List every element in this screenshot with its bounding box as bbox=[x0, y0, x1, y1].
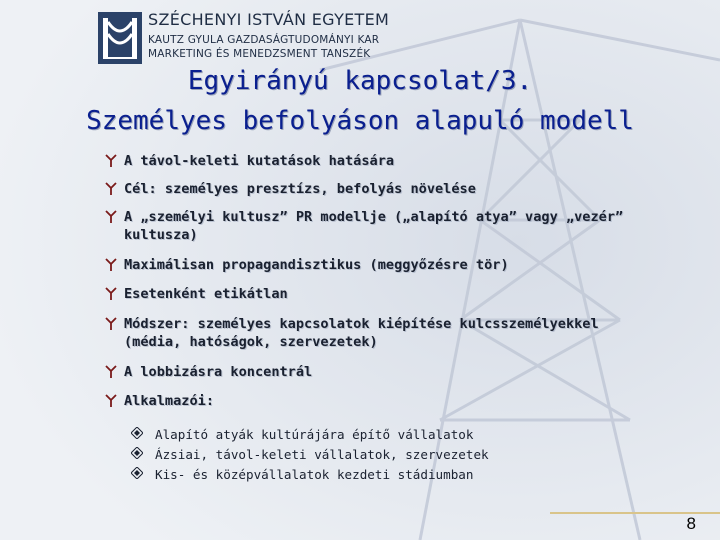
page-number: 8 bbox=[686, 514, 696, 533]
arrow-bullet-icon bbox=[104, 180, 118, 196]
sub-bullet-item: Ázsiai, távol-keleti vállalatok, szervezetek bbox=[131, 444, 489, 464]
bullet-item: Maximálisan propagandisztikus (meggyőzésre tör) bbox=[104, 256, 704, 274]
bullet-item: A „személyi kultusz” PR modellje („alapító atya” vagy „vezér” kultusza) bbox=[104, 208, 704, 244]
sub-bullet-item: Alapító atyák kultúrájára építő vállalatok bbox=[131, 424, 489, 444]
bullet-item: A lobbizásra koncentrál bbox=[104, 363, 704, 381]
department-name: MARKETING ÉS MENEDZSMENT TANSZÉK bbox=[148, 48, 371, 60]
bullet-item: Alkalmazói: bbox=[104, 392, 704, 410]
university-logo bbox=[98, 12, 142, 64]
bullet-item: Esetenként etikátlan bbox=[104, 285, 704, 303]
slide-title-line-2: Személyes befolyáson alapuló modell bbox=[86, 106, 634, 136]
arrow-bullet-icon bbox=[104, 285, 118, 301]
diamond-bullet-icon bbox=[131, 447, 143, 459]
university-name: SZÉCHENYI ISTVÁN EGYETEM bbox=[148, 10, 390, 29]
arrow-bullet-icon bbox=[104, 392, 118, 408]
arrow-bullet-icon bbox=[104, 256, 118, 272]
arrow-bullet-icon bbox=[104, 152, 118, 168]
arrow-bullet-icon bbox=[104, 363, 118, 379]
arrow-bullet-icon bbox=[104, 315, 118, 331]
bullet-list bbox=[104, 152, 704, 410]
slide-title-line-1: Egyirányú kapcsolat/3. bbox=[187, 66, 533, 96]
faculty-name: KAUTZ GYULA GAZDASÁGTUDOMÁNYI KAR bbox=[148, 34, 380, 46]
diamond-bullet-icon bbox=[131, 467, 143, 479]
arrow-bullet-icon bbox=[104, 208, 118, 224]
sub-bullet-item: Kis- és középvállalatok kezdeti stádiumban bbox=[131, 464, 489, 484]
sub-bullet-list bbox=[131, 424, 489, 484]
diamond-bullet-icon bbox=[131, 427, 143, 439]
bullet-item: A távol-keleti kutatások hatására bbox=[104, 152, 704, 170]
bullet-item: Cél: személyes presztízs, befolyás növelése bbox=[104, 180, 704, 198]
bullet-item: Módszer: személyes kapcsolatok kiépítése kulcsszemélyekkel (média, hatóságok, szervezetek) bbox=[104, 315, 704, 351]
